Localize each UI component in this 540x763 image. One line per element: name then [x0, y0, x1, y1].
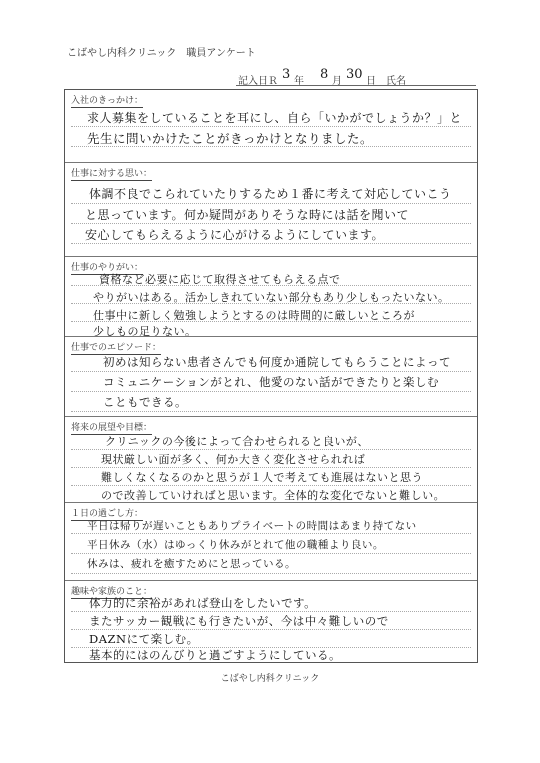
date-underline [236, 85, 476, 86]
rule [71, 411, 471, 412]
answer-line: こともできる。 [103, 395, 187, 409]
answer-line: やりがいはある。活かしきれていない部分もあり少しもったいない。 [93, 291, 450, 304]
page-footer: こばやし内科クリニック [220, 674, 320, 684]
answer-line: 仕事中に新しく勉強しようとするのは時間的に厳しいところが [93, 309, 415, 322]
answer-line: 体調不良でこられていたりするため１番に考えて対応していこう [89, 187, 452, 201]
answer-line: 体力的に余裕があれば登山をしたいです。 [89, 596, 317, 610]
section-future [65, 416, 477, 503]
rule [71, 203, 471, 204]
date-line [236, 68, 476, 86]
rule [71, 371, 471, 372]
rule [71, 449, 471, 450]
rule [71, 533, 471, 534]
date-year-unit: 年 [294, 76, 304, 87]
rule [71, 611, 471, 612]
section-work-thoughts [65, 162, 477, 257]
section-title: 仕事でのエピソード： [71, 340, 161, 355]
rule [71, 243, 471, 244]
section-title: 将来の展望や目標： [71, 420, 152, 435]
answer-line: ので改善していければと思います。全体的な変化でないと難しい。 [101, 489, 446, 502]
rule [71, 467, 471, 468]
answer-line: 難しくなくなるのかと思うが１人で考えても進展はないと思う [101, 471, 423, 484]
answer-line: またサッカー観戦にも行きたいが、今は中々難しいので [89, 614, 389, 628]
answer-line: 初めは知らない患者さんでも何度か通院してもらうことによって [103, 355, 451, 369]
section-rewarding [65, 256, 477, 337]
rule [71, 126, 471, 127]
section-title: 趣味や家族のこと： [71, 584, 152, 599]
date-month-unit: 月 [332, 76, 342, 87]
section-episode [65, 336, 477, 417]
answer-line: 平日休み（水）はゆっくり休みがとれて他の職種より良い。 [87, 539, 384, 551]
section-title: １日の過ごし方： [71, 506, 143, 521]
date-day: 30 [346, 67, 363, 82]
answer-line: DAZNにて楽しむ。 [89, 632, 199, 646]
rule [71, 629, 471, 630]
answer-line: 資格など必要に応じて取得させてもらえる点で [99, 273, 341, 286]
section-daily [65, 502, 477, 581]
rule [71, 223, 471, 224]
answer-line: クリニックの今後によって合わせられると良いが、 [105, 435, 369, 448]
section-motivation [65, 90, 477, 156]
section-title: 仕事のやりがい： [71, 260, 143, 275]
answer-line: コミュニケーションがとれ、他愛のない話ができたりと楽しむ [103, 375, 439, 389]
rule [71, 553, 471, 554]
page-title: こばやし内科クリニック 職員アンケート [67, 48, 256, 59]
answer-line: と思っています。何か疑問がありそうな時には話を聞いて [85, 208, 410, 222]
section-title: 仕事に対する思い： [71, 166, 152, 181]
rule [71, 485, 471, 486]
date-year: 3 [282, 67, 291, 82]
date-month: 8 [320, 67, 329, 82]
answer-line: 現状厳しい面が多く、何か大きく変化させられれば [101, 453, 366, 466]
answer-line: 求人募集をしていることを耳にし、自ら「いかがでしょうか？」と [87, 111, 463, 125]
answer-line: 基本的にはのんびりと過ごすようにしている。 [89, 648, 341, 662]
answer-line: 休みは、疲れを癒すためにと思っている。 [87, 558, 296, 570]
name-label: 氏名 [386, 76, 406, 87]
answer-line: 平日は帰りが遅いこともありプライベートの時間はあまり持てない [87, 520, 417, 532]
rule [71, 391, 471, 392]
date-label: 記入日Ｒ [238, 76, 278, 87]
rule [71, 573, 471, 574]
answer-line: 先生に問いかけたことがきっかけとなりました。 [87, 131, 374, 146]
survey-form [64, 89, 478, 663]
answer-line: 少しもの足りない。 [93, 325, 197, 338]
answer-line: 安心してもらえるように心がけるようにしています。 [85, 228, 385, 242]
date-day-unit: 日 [366, 76, 376, 87]
section-hobbies [65, 580, 477, 663]
section-title: 入社のきっかけ： [71, 93, 143, 108]
